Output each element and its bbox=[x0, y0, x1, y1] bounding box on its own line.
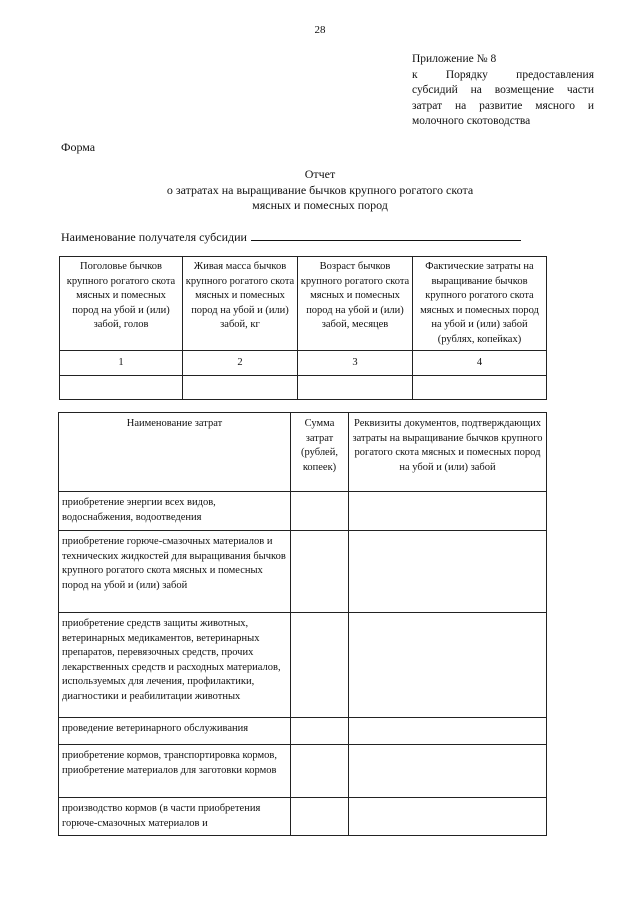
costs-header-name: Наименование затрат bbox=[59, 413, 291, 492]
cost-documents-cell[interactable] bbox=[349, 718, 547, 745]
annex-block bbox=[412, 52, 594, 130]
cost-item-feed-production: производство кормов (в части приобретения горюче-смазочных материалов и bbox=[59, 798, 291, 836]
recipient-label: Наименование получателя субсидии bbox=[61, 230, 247, 244]
summary-header-actual-costs: Фактические затраты на выращивание бычков крупного рогатого скота мясных и помесных пород на убой и (или) забой (рублях, копейках) bbox=[413, 257, 547, 351]
cost-documents-cell[interactable] bbox=[349, 745, 547, 798]
annex-line-2: к Порядку предоставления bbox=[412, 68, 594, 81]
cost-documents-cell[interactable] bbox=[349, 798, 547, 836]
annex-line-1: Приложение № 8 bbox=[412, 53, 497, 65]
summary-column-number: 4 bbox=[413, 351, 547, 376]
summary-column-number: 1 bbox=[60, 351, 183, 376]
form-label: Форма bbox=[61, 140, 96, 154]
summary-input-cell[interactable] bbox=[60, 376, 183, 400]
cost-documents-cell[interactable] bbox=[349, 613, 547, 718]
cost-item-fuel: приобретение горюче-смазочных материалов и технических жидкостей для выращивания бычков крупного рогатого скота мясных и помесных пород на убой и (или) забой bbox=[59, 531, 291, 613]
recipient-row bbox=[61, 229, 521, 245]
page-number: 28 bbox=[314, 24, 326, 36]
cost-documents-cell[interactable] bbox=[349, 492, 547, 531]
cost-sum-cell[interactable] bbox=[291, 798, 349, 836]
costs-header-documents: Реквизиты документов, подтверждающих затраты на выращивание бычков крупного рогатого скота мясных и помесных пород на убой и (или) забой bbox=[349, 413, 547, 492]
summary-input-cell[interactable] bbox=[298, 376, 413, 400]
cost-sum-cell[interactable] bbox=[291, 531, 349, 613]
annex-line-5: молочного скотоводства bbox=[412, 115, 531, 127]
costs-header-sum: Сумма затрат (рублей, копеек) bbox=[291, 413, 349, 492]
recipient-input-line[interactable] bbox=[251, 229, 521, 241]
cost-sum-cell[interactable] bbox=[291, 492, 349, 531]
report-subtitle-line-2: мясных и помесных пород bbox=[252, 198, 388, 212]
summary-header-head-count: Поголовье бычков крупного рогатого скота мясных и помесных пород на убой и (или) забой, голов bbox=[60, 257, 183, 351]
cost-item-feed: приобретение кормов, транспортировка кормов, приобретение материалов для заготовки кормов bbox=[59, 745, 291, 798]
summary-column-number: 2 bbox=[183, 351, 298, 376]
cost-sum-cell[interactable] bbox=[291, 718, 349, 745]
cost-sum-cell[interactable] bbox=[291, 745, 349, 798]
summary-header-live-weight: Живая масса бычков крупного рогатого скота мясных и помесных пород на убой и (или) забой, кг bbox=[183, 257, 298, 351]
annex-line-3: субсидий на возмещение части bbox=[412, 84, 594, 96]
summary-input-cell[interactable] bbox=[413, 376, 547, 400]
cost-item-veterinary-service: проведение ветеринарного обслуживания bbox=[59, 718, 291, 745]
costs-table bbox=[58, 412, 547, 836]
annex-line-4: затрат на развитие мясного и bbox=[412, 99, 594, 112]
summary-header-age: Возраст бычков крупного рогатого скота мясных и помесных пород на убой и (или) забой, месяцев bbox=[298, 257, 413, 351]
cost-item-veterinary-supplies: приобретение средств защиты животных, ветеринарных медикаментов, ветеринарных препаратов, перевязочных средств, прочих лекарственных средств и расходных материалов, используемых для лечения, профилактики, диагностики и реабилитации животных bbox=[59, 613, 291, 718]
cost-documents-cell[interactable] bbox=[349, 531, 547, 613]
cost-sum-cell[interactable] bbox=[291, 613, 349, 718]
summary-input-cell[interactable] bbox=[183, 376, 298, 400]
report-subtitle-line-1: о затратах на выращивание бычков крупного рогатого скота bbox=[166, 183, 474, 197]
summary-table bbox=[59, 256, 547, 400]
cost-item-energy: приобретение энергии всех видов, водоснабжения, водоотведения bbox=[59, 492, 291, 531]
summary-column-number: 3 bbox=[298, 351, 413, 376]
report-title: Отчет bbox=[304, 167, 336, 181]
